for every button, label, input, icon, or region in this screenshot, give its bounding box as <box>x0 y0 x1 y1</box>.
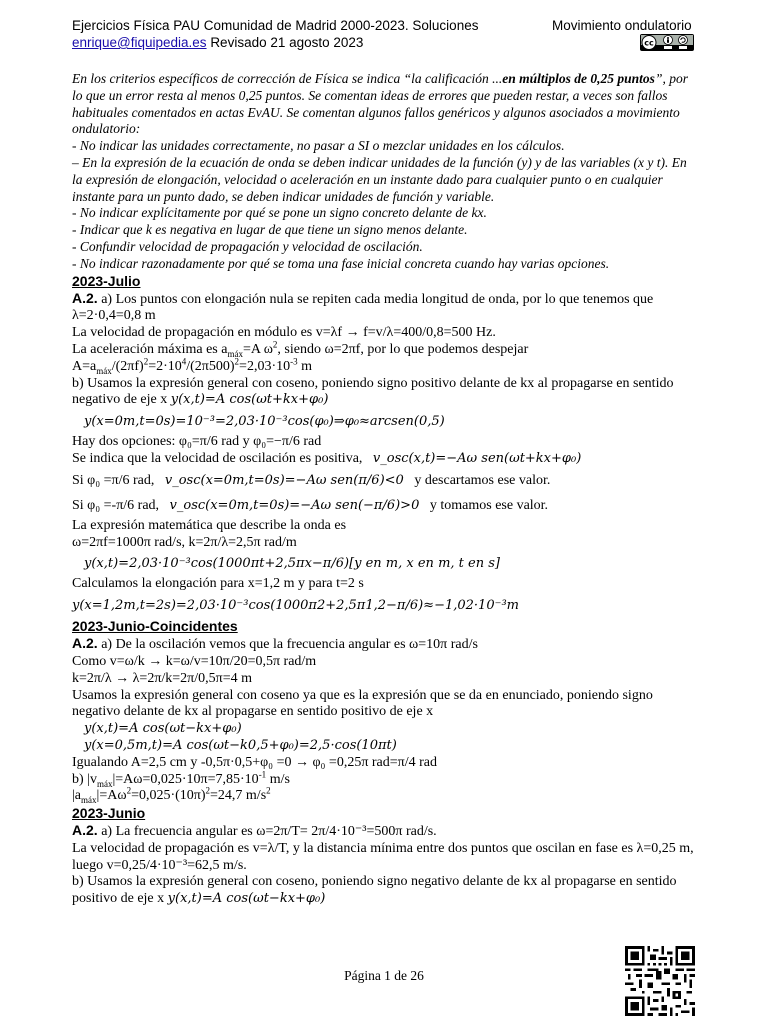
answer-line: $A=a_{máx}/(2\pi f)^2=2\cdot 10^4/(2\pi 500)^2=2,03\cdot 10^{-3}$ m <box>72 356 312 376</box>
equation: y(x,t)=A cos(ωt+kx+φ₀) <box>170 392 329 408</box>
intro-item: - No indicar razonadamente por qué se toma una fase inicial concreta cuando hay varias opciones. <box>72 255 610 271</box>
page-number: Página 1 de 26 <box>344 968 424 983</box>
intro-item: - Confundir velocidad de propagación y velocidad de oscilación. <box>72 238 423 254</box>
equation: y(x,t)=A cos(ωt−kx+φ₀) <box>167 891 326 907</box>
intro-item: – En la expresión de la ecuación de onda se deben indicar unidades de la función (y) y de las variables (x y t). En la expresión de elongación, velocidad o aceleración en un instante dado para cualquier punto o en cualquier instante para un punto dado, se deben indicar unidades de función y variable. <box>72 154 687 204</box>
answer-line: La velocidad de propagación en módulo es v=λf → f=v/λ=400/0,8=500 Hz. <box>72 325 496 341</box>
revised-date: Revisado 21 agosto 2023 <box>210 35 364 50</box>
section-heading: 2023-Junio-Coincidentes <box>72 618 238 635</box>
qr-code-icon[interactable] <box>625 946 695 1016</box>
intro-item: - No indicar las unidades correctamente, no pasar a SI o mezclar unidades en los cálculos. <box>72 138 565 154</box>
equation-line <box>72 593 698 618</box>
intro-item: - Indicar que k es negativa en lugar de que tiene un signo menos delante. <box>72 222 468 238</box>
cc-by-sa-icon[interactable] <box>640 34 694 51</box>
answer-line: Usamos la expresión general con coseno ya que es la expresión que se da en enunciado, poniendo signo negativo delante de kx al propagarse en sentido positivo de eje x <box>72 687 653 720</box>
section-heading: 2023-Junio <box>72 805 146 822</box>
answer-line: b) Usamos la expresión general con coseno, poniendo signo positivo delante de kx al propagarse en sentido negativo de eje x y(x,t)=A cos(ωt+kx+φ₀) <box>72 375 674 408</box>
answer-line: Como v=ω/k → k=ω/v=10π/20=0,5π rad/m <box>72 653 317 669</box>
equation: v_osc(x=0m,t=0s)=−Aω sen(−π/6)>0 <box>169 497 420 513</box>
author-line <box>72 34 363 51</box>
equation: y(x=0m,t=0s)=10⁻³=2,03·10⁻³cos(φ₀)⇒φ₀≈arcsen(0,5) <box>84 414 445 430</box>
answer-line: A.2. a) La frecuencia angular es ω=2π/T= 2π/4·10⁻³=500π rad/s. <box>72 822 437 840</box>
doc-topic: Movimiento ondulatorio <box>552 18 692 33</box>
email-link[interactable]: enrique@fiquipedia.es <box>72 35 207 50</box>
answer-line: ω=2πf=1000π rad/s, k=2π/λ=2,5π rad/m <box>72 534 297 550</box>
answer-line: La aceleración máxima es $a_{máx}=A$ $\omega^2$, siendo ω=2πf, por lo que podemos despejar <box>72 339 529 359</box>
answer-line: Si φ₀ =-π/6 rad, v_osc(x=0m,t=0s)=−Aω sen(−π/6)>0 y tomamos ese valor. <box>72 497 549 513</box>
intro-paragraph: En los criterios específicos de corrección de Física se indica “la calificación ...en múltiplos de 0,25 puntos”, por lo que un error resta al menos 0,25 puntos. Se comentan ideas de errores que pueden restar, a veces son fallos habituales comentados en actas EvAU. Se comentan algunos fallos genéricos y algunos asociados a movimiento ondulatorio: <box>72 71 688 137</box>
equation: v_osc(x=0m,t=0s)=−Aω sen(π/6)<0 <box>164 472 404 488</box>
answer-line: k=2π/λ → λ=2π/k=2π/0,5π=4 m <box>72 670 252 686</box>
answer-line: Calculamos la elongación para x=1,2 m y para t=2 s <box>72 576 364 592</box>
equation: y(x,t)=A cos(ωt−kx+φ₀) <box>84 721 242 737</box>
equation: y(x,t)=2,03·10⁻³cos(1000πt+2,5πx−π/6)[y en m, x en m, t en s] <box>84 556 500 572</box>
equation-line <box>72 738 698 755</box>
answer-line: A.2. a) De la oscilación vemos que la frecuencia angular es ω=10π rad/s <box>72 635 478 653</box>
equation-line <box>72 551 698 576</box>
answer-line: $|a_{máx}|=A\omega^2=0,025\cdot(10\pi)^2=24,7$ $m/s^2$ <box>72 785 271 806</box>
answer-line: La velocidad de propagación es v=λ/T, y la distancia mínima entre dos puntos que oscilan en fase es λ=0,25 m, luego v=0,25/4·10⁻³=62,5 m/s. <box>72 840 694 873</box>
equation: v_osc(x,t)=−Aω sen(ωt+kx+φ₀) <box>372 450 582 466</box>
section-heading: 2023-Julio <box>72 272 141 289</box>
answer-line: b) $|v_{máx}|=A\omega=0,025\cdot 10\pi=7,85\cdot 10^{-1}$ m/s <box>72 768 290 789</box>
equation-line <box>72 721 698 738</box>
intro-item: - No indicar explícitamente por qué se pone un signo concreto delante de kx. <box>72 205 487 221</box>
answer-line: Hay dos opciones: φ₀=π/6 rad y φ₀=−π/6 rad <box>72 434 322 450</box>
svg-text:cc: cc <box>644 38 654 48</box>
answer-line: b) Usamos la expresión general con coseno, poniendo signo negativo delante de kx al propagarse en sentido positivo de eje x y(x,t)=A cos(ωt−kx+φ₀) <box>72 874 677 907</box>
answer-line: Igualando A=2,5 cm y -0,5π·0,5+φ₀ =0 → φ₀ =0,25π rad=π/4 rad <box>72 754 437 770</box>
doc-title: Ejercicios Física PAU Comunidad de Madrid 2000-2023. Soluciones <box>72 18 479 33</box>
answer-line: A.2. a) Los puntos con elongación nula se repiten cada media longitud de onda, por lo que tenemos que λ=2·0,4=0,8 m <box>72 289 654 324</box>
answer-line: Se indica que la velocidad de oscilación es positiva, v_osc(x,t)=−Aω sen(ωt+kx+φ₀) <box>72 450 582 466</box>
answer-line: La expresión matemática que describe la onda es <box>72 517 347 533</box>
answer-line: Si φ₀ =π/6 rad, v_osc(x=0m,t=0s)=−Aω sen(π/6)<0 y descartamos ese valor. <box>72 472 551 488</box>
equation-line <box>72 409 698 434</box>
content <box>72 71 698 908</box>
equation: y(x=1,2m,t=2s)=2,03·10⁻³cos(1000π2+2,5π1,2−π/6)≈−1,02·10⁻³m <box>72 598 519 614</box>
equation: y(x=0,5m,t)=A cos(ωt−k0,5+φ₀)=2,5·cos(10πt) <box>84 737 397 753</box>
